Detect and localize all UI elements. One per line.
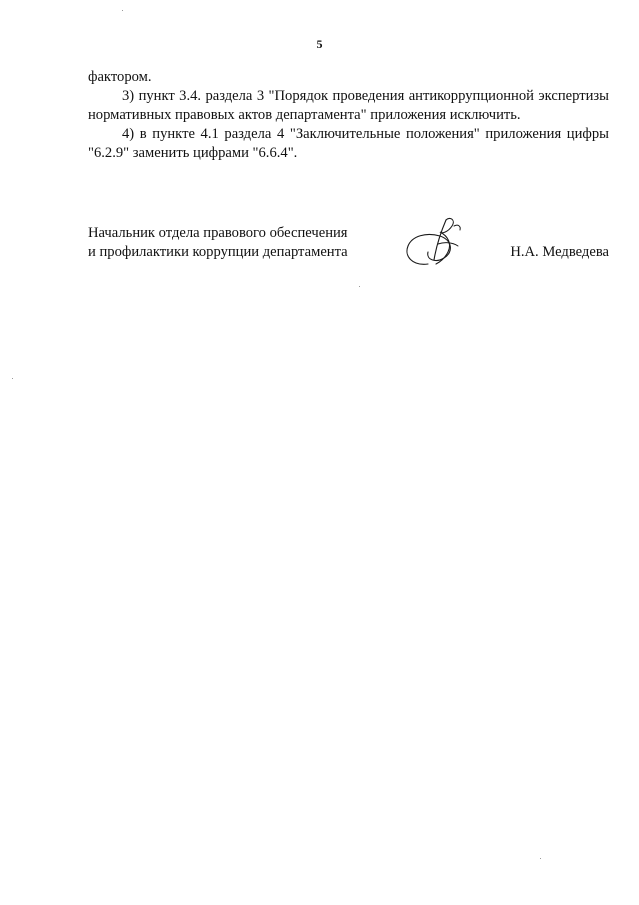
scan-speck — [540, 858, 541, 859]
document-body — [88, 68, 609, 163]
paragraph-continuation: фактором. — [88, 69, 152, 85]
handwritten-signature-icon — [398, 212, 470, 272]
scan-speck — [122, 10, 123, 11]
paragraph-item-4: 4) в пункте 4.1 раздела 4 "Заключительные положения" приложения цифры "6.2.9" заменить цифрами "6.6.4". — [88, 126, 609, 161]
signature-block — [88, 224, 609, 284]
signatory-position — [88, 224, 388, 262]
scan-speck — [359, 286, 360, 287]
paragraph-item-3: 3) пункт 3.4. раздела 3 "Порядок проведения антикоррупционной экспертизы нормативных правовых актов департамента" приложения исключить. — [88, 88, 609, 123]
signatory-position-line-2: и профилактики коррупции департамента — [88, 244, 348, 260]
page-number: 5 — [316, 37, 323, 51]
signatory-name: Н.А. Медведева — [510, 244, 609, 260]
scan-speck — [12, 378, 13, 379]
signatory-position-line-1: Начальник отдела правового обеспечения — [88, 225, 348, 241]
